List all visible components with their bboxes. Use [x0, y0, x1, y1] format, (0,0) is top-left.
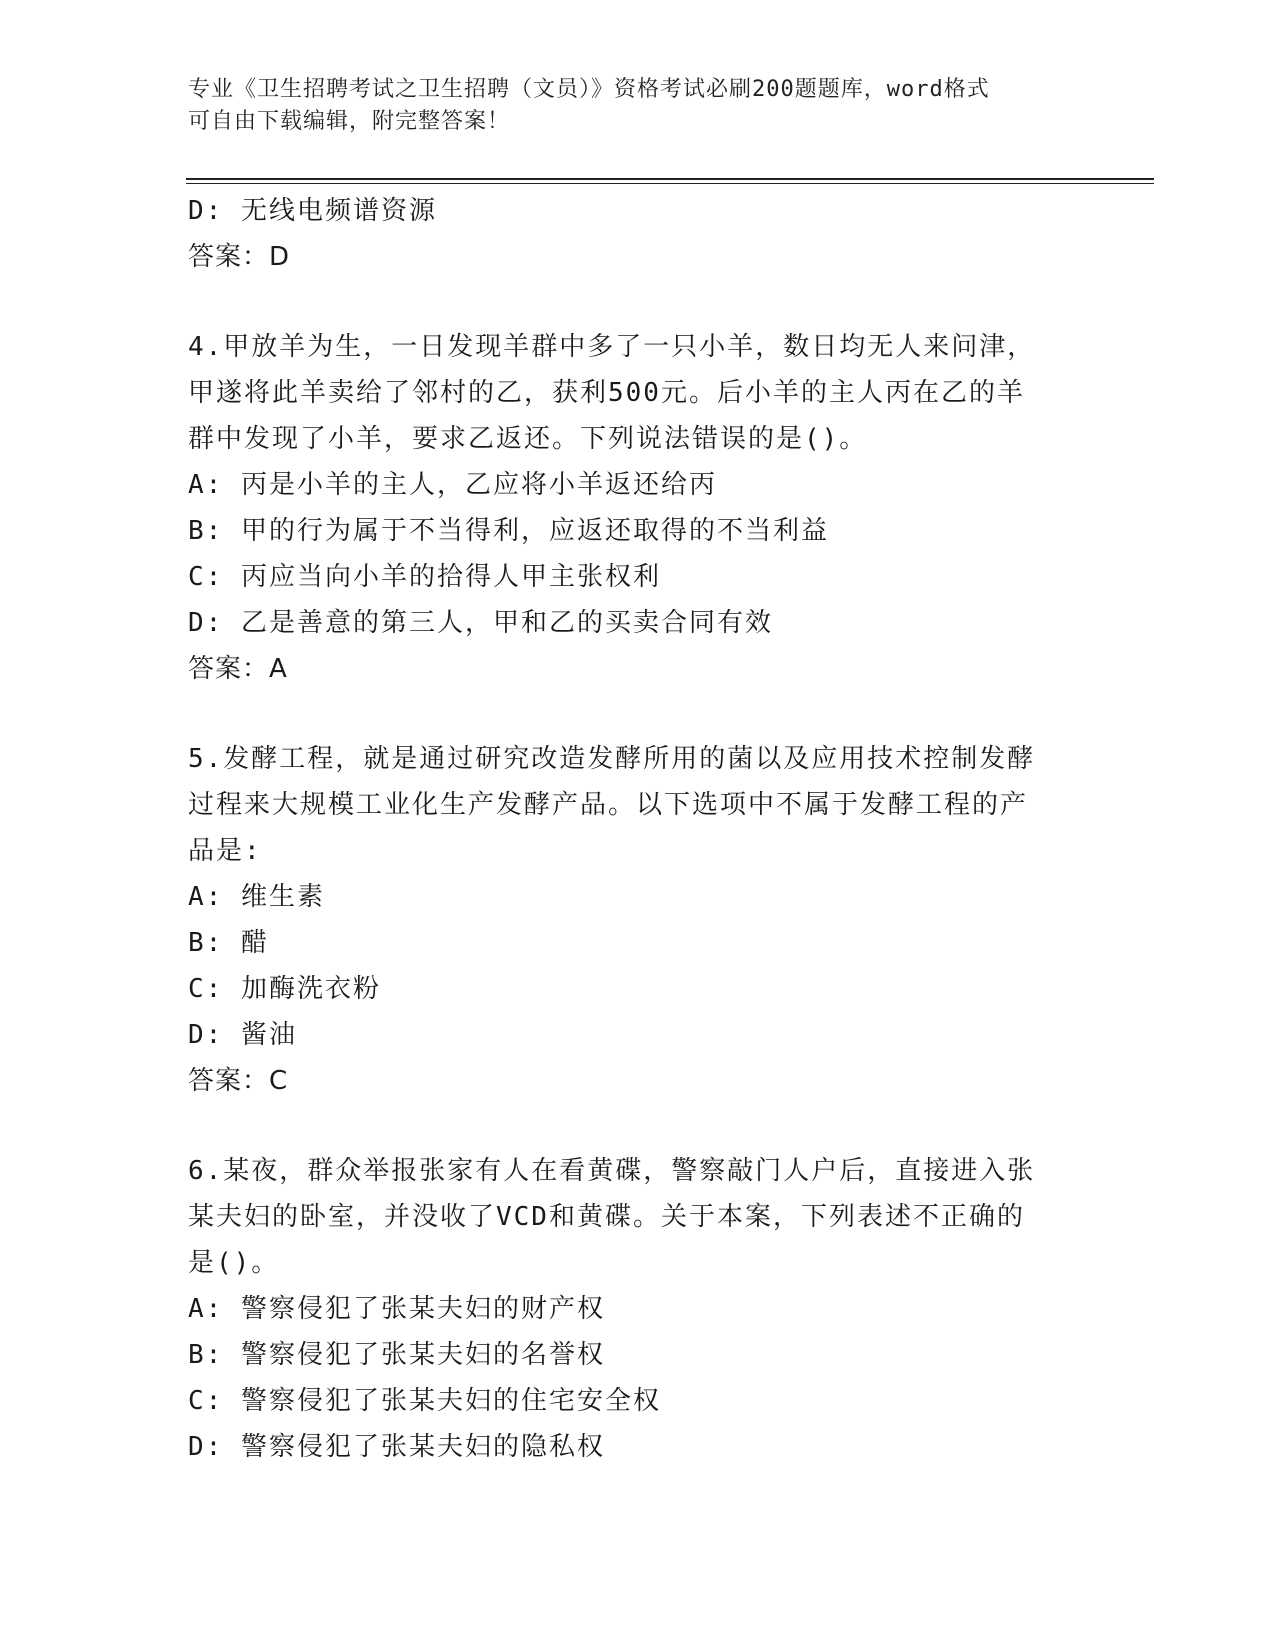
question-text-line: 4.甲放羊为生，一日发现羊群中多了一只小羊，数日均无人来问津，: [188, 332, 1036, 362]
option-b: B: 甲的行为属于不当得利，应返还取得的不当利益: [188, 516, 829, 546]
question-3-tail: [188, 188, 1068, 280]
question-text-line: 品是:: [188, 836, 262, 866]
option-a: A: 丙是小羊的主人，乙应将小羊返还给丙: [188, 470, 717, 500]
question-4: [188, 324, 1068, 692]
question-text-line: 过程来大规模工业化生产发酵产品。以下选项中不属于发酵工程的产: [188, 790, 1029, 820]
option-a: A: 维生素: [188, 882, 325, 912]
option-b: B: 警察侵犯了张某夫妇的名誉权: [188, 1340, 605, 1370]
question-text-line: 6.某夜，群众举报张家有人在看黄碟，警察敲门人户后，直接进入张: [188, 1156, 1036, 1186]
option-d: D: 乙是善意的第三人，甲和乙的买卖合同有效: [188, 608, 773, 638]
question-5: [188, 736, 1068, 1104]
header-rule-thin: [186, 183, 1154, 184]
option-b: B: 醋: [188, 928, 269, 958]
answer-line: 答案：A: [188, 654, 288, 684]
answer-line: 答案：D: [188, 242, 291, 272]
question-text-line: 5.发酵工程，就是通过研究改造发酵所用的菌以及应用技术控制发酵: [188, 744, 1036, 774]
question-text-line: 某夫妇的卧室，并没收了VCD和黄碟。关于本案，下列表述不正确的: [188, 1202, 1025, 1232]
question-text-line: 是()。: [188, 1248, 280, 1278]
option-a: A: 警察侵犯了张某夫妇的财产权: [188, 1294, 605, 1324]
document-body: [188, 188, 1068, 1470]
question-6: [188, 1148, 1068, 1470]
option-d: D: 无线电频谱资源: [188, 196, 437, 226]
document-header: [188, 74, 1068, 138]
option-c: C: 加酶洗衣粉: [188, 974, 381, 1004]
question-text-line: 群中发现了小羊，要求乙返还。下列说法错误的是()。: [188, 424, 868, 454]
option-c: C: 警察侵犯了张某夫妇的住宅安全权: [188, 1386, 661, 1416]
header-rule-thick: [186, 178, 1154, 180]
question-text-line: 甲遂将此羊卖给了邻村的乙，获利500元。后小羊的主人丙在乙的羊: [188, 378, 1025, 408]
spacer: [188, 280, 1068, 324]
answer-line: 答案：C: [188, 1066, 289, 1096]
header-line-1: 专业《卫生招聘考试之卫生招聘（文员）》资格考试必刷200题题库，word格式: [188, 77, 990, 102]
spacer: [188, 1104, 1068, 1148]
option-d: D: 酱油: [188, 1020, 297, 1050]
option-d: D: 警察侵犯了张某夫妇的隐私权: [188, 1432, 605, 1462]
header-line-2: 可自由下载编辑，附完整答案！: [188, 109, 511, 134]
option-c: C: 丙应当向小羊的拾得人甲主张权利: [188, 562, 661, 592]
spacer: [188, 692, 1068, 736]
